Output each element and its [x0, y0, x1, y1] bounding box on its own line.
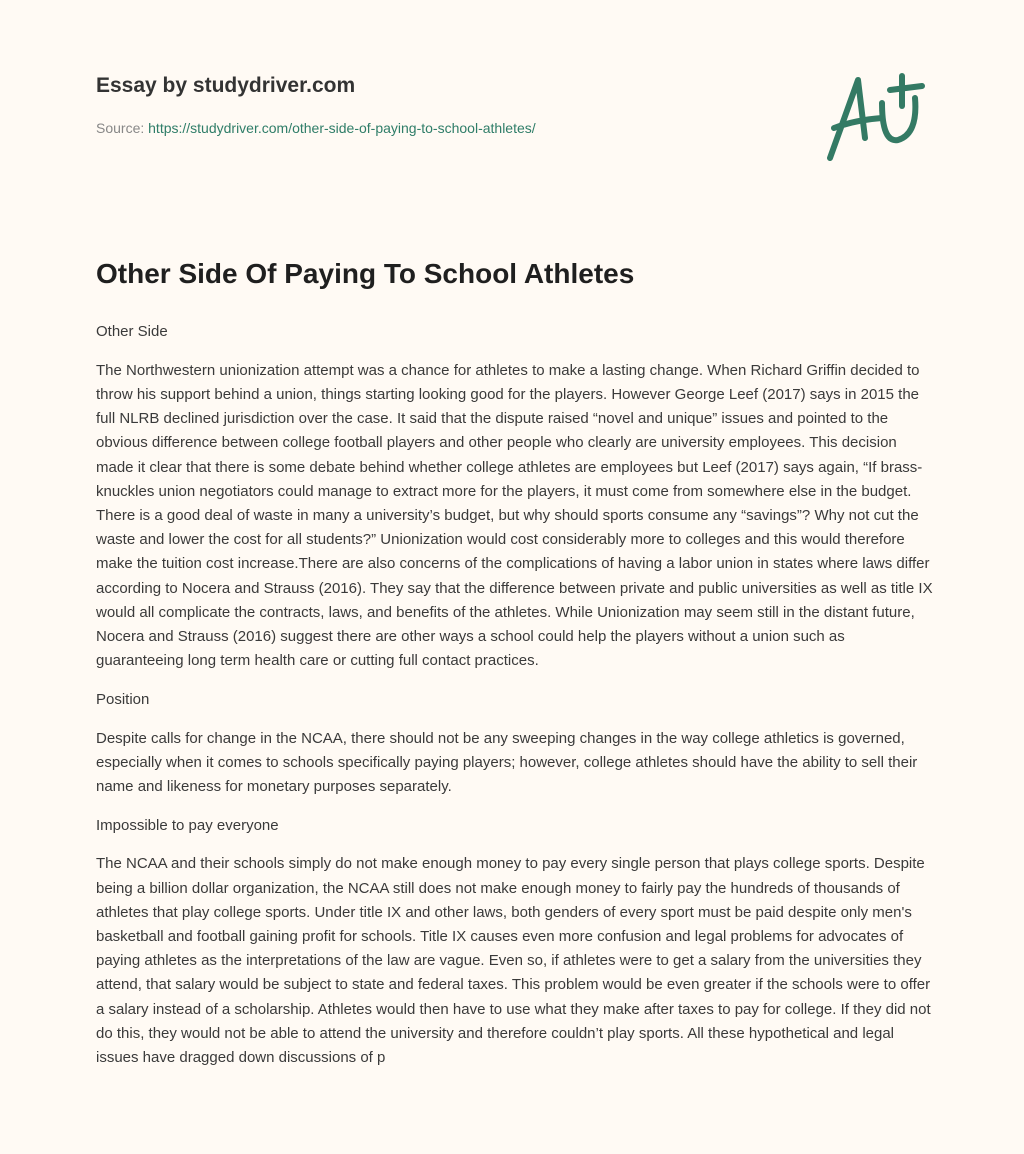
a-plus-logo-icon: [820, 68, 930, 168]
section-heading: Impossible to pay everyone: [96, 816, 279, 834]
site-header: [96, 74, 536, 136]
source-line: [96, 120, 536, 136]
brand-title: Essay by studydriver.com: [96, 74, 356, 97]
page-title: Other Side Of Paying To School Athletes: [96, 258, 635, 289]
paragraph: The NCAA and their schools simply do not make enough money to pay every single person that plays college sports. Despite being a billion dollar organization, the NCAA still does not make enough money to fairly pay the hundreds of thousands of athletes that play college sports. Under title IX and other laws, both genders of every sport must be paid despite only men's basketball and football gaining profit for schools. Title IX causes even more confusion and legal problems for advocates of paying athletes as the interpretations of the law are vague. Even so, if athletes were to get a salary from the universities they attend, that salary would be subject to state and federal taxes. This problem would be even greater if the schools were to offer a salary instead of a scholarship. Athletes would then have to use what they make after taxes to pay for college. If they did not do this, they would not be able to attend the university and therefore couldn’t play sports. All these hypothetical and legal issues have dragged down discussions of p: [96, 855, 931, 1066]
paragraph: The Northwestern unionization attempt was a chance for athletes to make a lasting change. When Richard Griffin decided to throw his support behind a union, things starting looking good for the players. However George Leef (2017) says in 2015 the full NLRB declined jurisdiction over the case. It said that the dispute raised “novel and unique” issues and pointed to the obvious difference between college football players and other people who clearly are university employees. This decision made it clear that there is some debate behind whether college athletes are employees but Leef (2017) says again, “If brass-knuckles union negotiators could manage to extract more for the players, it must come from somewhere else in the budget. There is a good deal of waste in many a university’s budget, but why should sports consume any “savings”? Why not cut the waste and lower the cost for all students?” Unionization would cost considerably more to colleges and this would therefore make the tuition cost increase.There are also concerns of the complications of having a labor union in states where laws differ according to Nocera and Strauss (2016). They say that the difference between private and public universities as well as title IX would all complicate the contracts, laws, and benefits of the athletes. While Unionization may seem still in the distant future, Nocera and Strauss (2016) suggest there are other ways a school could help the players without a union such as guaranteeing long term health care or cutting full contact practices.: [96, 361, 933, 670]
section-heading: Other Side: [96, 323, 168, 340]
article: [96, 250, 936, 1085]
source-link[interactable]: https://studydriver.com/other-side-of-paying-to-school-athletes/: [148, 120, 536, 136]
source-label: Source:: [96, 120, 145, 136]
paragraph: Despite calls for change in the NCAA, there should not be any sweeping changes in the way college athletics is governed, especially when it comes to schools specifically paying players; however, college athletes should have the ability to sell their name and likeness for monetary purposes separately.: [96, 729, 918, 795]
section-heading: Position: [96, 690, 150, 708]
